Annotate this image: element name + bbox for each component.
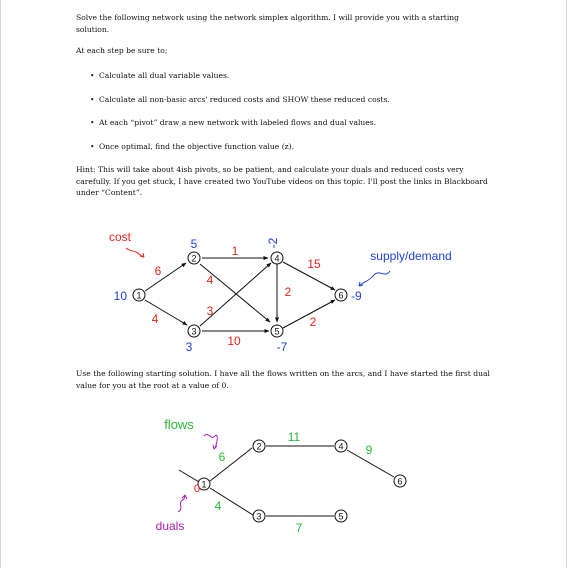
each-step-line: At each step be sure to; [76,46,168,55]
flow-arc-3-5: 7 [295,521,303,535]
root-dual-value: 0 [193,483,200,495]
supply-node-5: -7 [276,340,288,354]
svg-text:6: 6 [397,476,403,487]
duals-annotation-squiggle-icon [178,495,185,512]
hint-paragraph: Hint: This will take about 4ish pivots, so be patient, and calculate your duals and reduced costs very carefully. If you get stuck, I have created two YouTube videos on this topic. I'll post the links in Blackboard under “Content”. [76,165,488,197]
tree-node-5 [335,510,347,522]
cost-annotation-squiggle-icon [126,248,144,257]
node-1 [133,289,145,301]
cost-arc-2-4: 1 [231,244,239,258]
flow-arc-1-3: 4 [214,499,222,513]
svg-text:3: 3 [191,326,197,337]
cost-annotation: cost [108,230,132,244]
node-5 [271,325,283,337]
svg-text:5: 5 [338,511,344,522]
supply-node-6: -9 [351,289,362,303]
node-2 [188,252,200,264]
svg-text:2: 2 [191,253,197,264]
bullet-item: • At each “pivot” draw a new network with labeled flows and dual values. [90,118,377,127]
svg-text:4: 4 [274,253,280,264]
tree-node-4 [335,440,347,452]
tree-node-3 [253,510,265,522]
flow-arc-2-4: 11 [287,430,301,444]
svg-text:1: 1 [136,290,142,301]
cost-arc-5-6: 2 [309,315,317,329]
network-diagram [1,220,567,360]
supply-node-1: 10 [113,289,127,303]
supply-node-3: 3 [185,340,193,354]
bullet-item: • Calculate all dual variable values. [90,71,230,80]
arc-1-2 [145,263,186,291]
svg-text:1: 1 [201,479,207,490]
starting-solution-paragraph: Use the following starting solution. I have all the flows written on the arcs, and I have started the first dual value for you at the root at a value of 0. [76,369,490,390]
bullet-item: • Once optimal, find the objective function value (z). [90,142,295,151]
supply-annotation-squiggle-icon [359,271,390,286]
bullet-icon: • [90,142,95,151]
cost-arc-2-5: 4 [206,273,214,287]
bullet-icon: • [90,95,95,104]
cost-arc-1-2: 6 [154,264,162,278]
svg-text:2: 2 [256,441,262,452]
root-stub [179,470,199,482]
supply-node-4: -2 [266,237,280,249]
svg-text:4: 4 [338,441,344,452]
supply-node-2: 5 [190,237,198,251]
node-3 [188,325,200,337]
supply-annotation: supply/demand [370,249,452,263]
bullet-item: • Calculate all non-basic arcs' reduced costs and SHOW these reduced costs. [90,95,390,104]
bullet-icon: • [90,118,95,127]
cost-arc-4-5: 2 [284,285,292,299]
flow-arc-1-2: 6 [218,450,226,464]
intro-paragraph: Solve the following network using the network simplex algorithm. I will provide you with a starting solution. [76,13,460,34]
svg-text:6: 6 [338,290,344,301]
cost-arc-3-4: 3 [206,304,214,318]
flow-arc-4-6: 9 [365,443,373,457]
cost-arc-3-5: 10 [227,334,241,348]
cost-arc-1-3: 4 [151,312,159,326]
bullet-icon: • [90,71,95,80]
node-6 [335,289,347,301]
cost-arc-4-6: 15 [307,257,321,271]
tree-arc-1-2 [210,448,252,481]
spanning-tree-diagram [1,410,567,560]
duals-annotation: duals [155,519,185,533]
node-4 [271,252,283,264]
tree-node-2 [253,440,265,452]
flows-annotation-squiggle-icon [204,435,217,449]
svg-text:5: 5 [274,326,280,337]
svg-text:3: 3 [256,511,262,522]
flows-annotation: flows [164,417,194,432]
tree-node-6 [394,475,406,487]
